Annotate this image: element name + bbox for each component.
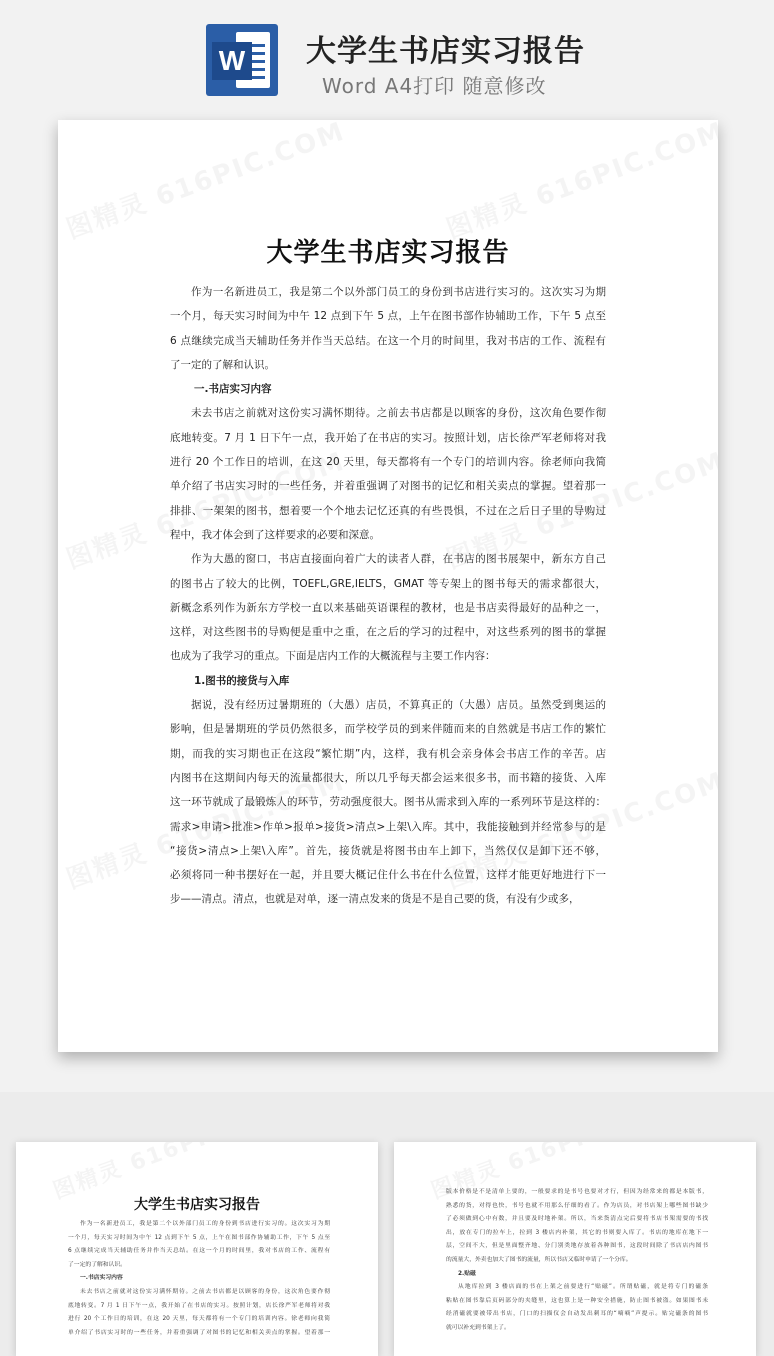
thumbnail-body: [68, 1218, 330, 1340]
text-line: 了一定的了解和认识。: [68, 1261, 126, 1268]
text-line: 期，而我的实习期也正在这段“繁忙期”内，这样，我有机会亲身体会书店工作的辛苦。店: [170, 747, 606, 760]
banner-subtitle: Word A4打印 随意修改: [322, 74, 547, 98]
text-line: 作为一名新进员工，我是第二个以外部门员工的身份到书店进行实习的。这次实习为期: [191, 286, 606, 298]
text-line: 需求>申请>批准>作单>报单>接货>清点>上架\入库。其中，我能接触到并经常参与的是: [170, 820, 606, 833]
document-title: 大学生书店实习报告: [266, 238, 510, 268]
text-line: 这样，对这些图书的导购便是重中之重，在之后的学习的过程中，对这些系列的图书的掌握: [170, 626, 606, 639]
text-line: 作为一名新进员工，我是第二个以外部门员工的身份到书店进行实习的。这次实习为期: [80, 1221, 330, 1227]
text-line: 底地转变。7 月 1 日下午一点，我开始了在书店的实习。按照计划，店长徐严军老师将对我: [170, 431, 606, 444]
text-line: 版本价格是不是清单上要的，一般要求的是书号也要对才行，但因为经常来的都是本版书，: [446, 1189, 708, 1195]
text-line: 新概念系列作为新东方学校一直以来基础英语课程的教材，也是书店卖得最好的品种之一，: [170, 601, 606, 614]
text-line: 也成为了我学习的重点。下面是店内工作的大概流程与主要工作内容：: [170, 650, 496, 663]
section-heading: 一.书店实习内容: [80, 1275, 123, 1282]
banner-title: 大学生书店实习报告: [306, 34, 585, 69]
text-line: 经消磁就要被带出书店，门口的扫描仪会自动发出刺耳的“嘀嘀”声提示。贴完磁条的图书: [446, 1311, 708, 1318]
text-line: 从地库拉到 3 楼店面的书在上架之前要进行“贴磁”。所谓贴磁，就是将专门的磁条: [458, 1284, 708, 1291]
word-logo-icon: [206, 24, 278, 96]
text-line: 了一定的了解和认识。: [170, 358, 275, 371]
text-line: 底地转变。7 月 1 日下午一点，我开始了在书店的实习。按照计划，店长徐严军老师将对我: [68, 1302, 330, 1309]
word-letter: W: [212, 42, 252, 80]
watermark-text: [441, 120, 718, 246]
document-body: [170, 280, 606, 912]
text-line: 影响，但是暑期班的学员仍然很多，而学校学员的到来伴随而来的自然就是书店工作的繁忙: [170, 723, 606, 736]
text-line: 作为大愚的窗口，书店直接面向着广大的读者人群，在书店的图书展架中，新东方自己: [191, 553, 606, 566]
text-line: 的图书占了较大的比例，TOEFL,GRE,IELTS，GMAT 等专架上的图书每天的需求都很大，: [170, 577, 606, 590]
text-line: 内图书在这期间内每天的流量都很大，所以几乎每天都会运来很多书，而书籍的接货、入库: [170, 771, 606, 784]
text-line: 一个月，每天实习时间为中午 12 点到下午 5 点，上午在图书部作协辅助工作，下午 5 点至: [68, 1234, 330, 1241]
text-line: 6 点继续完成当天辅助任务并作当天总结。在这一个月的时间里，我对书店的工作、流程有: [68, 1248, 330, 1255]
text-line: 进行 20 个工作日的培训，在这 20 天里，每天都将有一个专门的培训内容。徐老师向我简: [68, 1316, 330, 1323]
text-line: 单介绍了书店实习时的一些任务，并着重强调了对图书的记忆和相关卖点的掌握。望着那一: [68, 1329, 330, 1336]
section-heading: 2.贴磁: [458, 1270, 476, 1277]
text-line: 程中，我才体会到了这样要求的必要和深意。: [170, 528, 380, 541]
text-line: 的流量大，外卖也加大了图书的流量，所以书店又临时申请了一个分库。: [446, 1256, 632, 1263]
text-line: 据说，没有经历过暑期班的（大愚）店员，不算真正的（大愚）店员。虽然受到奥运的: [191, 699, 606, 712]
text-line: 6 点继续完成当天辅助任务并作当天总结。在这一个月的时间里，我对书店的工作、流程有: [170, 334, 606, 347]
text-line: 排排、一架架的图书，想着要一个个地去记忆还真的有些畏惧，不过在之后日子里的导购过: [170, 504, 606, 517]
text-line: 步——清点。清点，也就是对单，逐一清点发来的货是不是自己要的货，有没有少或多，: [170, 893, 580, 906]
section-heading: 1.图书的接货与入库: [194, 674, 290, 687]
text-line: 未去书店之前就对这份实习满怀期待。之前去书店都是以顾客的身份，这次角色要作彻: [80, 1288, 330, 1295]
watermark-text: [61, 120, 350, 246]
page-thumbnail-2: [394, 1142, 756, 1356]
section-heading: 一.书店实习内容: [194, 383, 272, 396]
thumbnail-body: [446, 1186, 708, 1336]
text-line: 粘贴在图书靠后页码部分的夹缝里，这也算上是一种安全措施，防止图书被盗。如果图书未: [446, 1297, 708, 1304]
text-line: 进行 20 个工作日的培训，在这 20 天里，每天都将有一个专门的培训内容。徐老师向我简: [170, 456, 606, 469]
text-line: 出，放在专门的拉车上，拉到 3 楼店内补架，其它的书则要入库了。书店的地库在地下一: [446, 1229, 708, 1236]
text-line: 层，空间不大，但是里面整齐地、分门别类地存放着各种图书，这段时间除了书店店内图书: [446, 1243, 708, 1250]
text-line: 一个月，每天实习时间为中午 12 点到下午 5 点，上午在图书部作协辅助工作，下午 5 点至: [170, 310, 606, 323]
text-line: 单介绍了书店实习时的一些任务，并着重强调了对图书的记忆和相关卖点的掌握。望着那一: [170, 480, 606, 493]
thumbnail-title: 大学生书店实习报告: [134, 1197, 260, 1213]
text-line: 就可以补充到书架上了。: [446, 1324, 510, 1331]
page-thumbnail-1: [16, 1142, 378, 1356]
text-line: 这一环节就成了最锻炼人的环节，劳动强度很大。图书从需求到入库的一系列环节是这样的：: [170, 796, 606, 809]
document-page: [58, 120, 718, 1052]
text-line: 了必须做到心中有数，并且要及时地补架。所以，当来货清点完后要将书店书架需要的书找: [446, 1216, 708, 1223]
text-line: 必须将同一种书摆好在一起，并且要大概记住什么书在什么位置，这样才能更好地进行下一: [170, 869, 606, 882]
text-line: 熟悉的货，对得也快，书号也就不用那么仔细的看了。作为店员，对书店架上哪些图书缺少: [446, 1202, 708, 1209]
text-line: 未去书店之前就对这份实习满怀期待。之前去书店都是以顾客的身份，这次角色要作彻: [191, 407, 606, 420]
header-banner: [0, 0, 774, 110]
text-line: “接货>清点>上架\入库”。首先，接货就是将图书由车上卸下，当然仅仅是卸下还不够，: [170, 844, 606, 857]
